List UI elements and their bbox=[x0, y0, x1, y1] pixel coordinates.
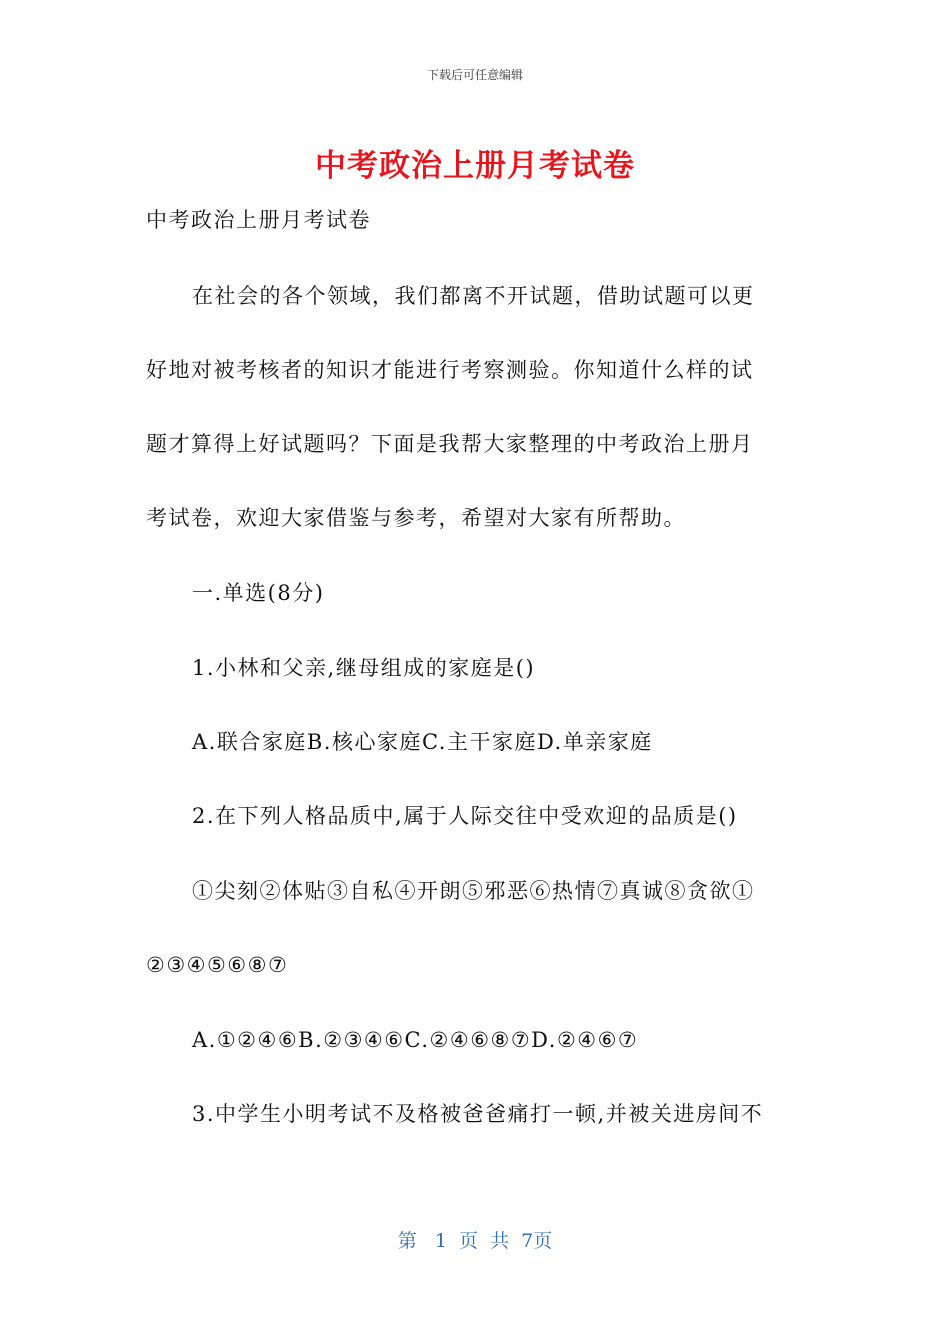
page-footer: 第 1 页 共 7页 bbox=[397, 1230, 553, 1252]
question-2-items-line-1: ①尖刻②体贴③自私④开朗⑤邪恶⑥热情⑦真诚⑧贪欲① bbox=[192, 879, 755, 903]
question-1-options: A.联合家庭B.核心家庭C.主干家庭D.单亲家庭 bbox=[192, 730, 653, 754]
question-3: 3.中学生小明考试不及格被爸爸痛打一顿,并被关进房间不 bbox=[192, 1102, 764, 1126]
document-title: 中考政治上册月考试卷 bbox=[315, 148, 635, 184]
header-note: 下载后可任意编辑 bbox=[426, 68, 523, 82]
section-heading: 一.单选(8分) bbox=[192, 581, 325, 605]
document-subtitle: 中考政治上册月考试卷 bbox=[146, 208, 371, 232]
question-2-items-line-2: ②③④⑤⑥⑧⑦ bbox=[146, 953, 289, 977]
question-2-options: A.①②④⑥B.②③④⑥C.②④⑥⑧⑦D.②④⑥⑦ bbox=[192, 1028, 639, 1052]
intro-line-2: 好地对被考核者的知识才能进行考察测验。你知道什么样的试 bbox=[146, 358, 754, 382]
question-1: 1.小林和父亲,继母组成的家庭是() bbox=[192, 656, 536, 680]
intro-line-4: 考试卷，欢迎大家借鉴与参考，希望对大家有所帮助。 bbox=[146, 506, 686, 530]
intro-line-3: 题才算得上好试题吗？下面是我帮大家整理的中考政治上册月 bbox=[146, 432, 754, 456]
intro-line-1: 在社会的各个领域，我们都离不开试题，借助试题可以更 bbox=[192, 284, 755, 308]
question-2: 2.在下列人格品质中,属于人际交往中受欢迎的品质是() bbox=[192, 804, 738, 828]
